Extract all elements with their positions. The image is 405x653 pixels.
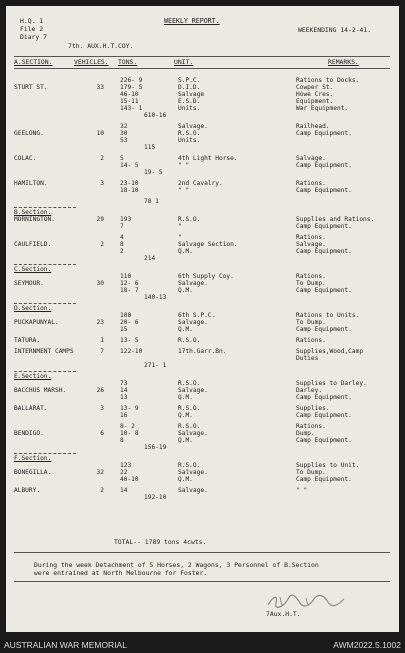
row-tons: 14 (120, 387, 128, 394)
row-unit: Q.M. (178, 394, 193, 401)
row-remarks: Camp Equipment. (296, 162, 352, 169)
row-remarks: Salvage. (296, 155, 326, 162)
row-remarks: Camp Equipment. (296, 248, 352, 255)
row-tons: 2 (120, 248, 124, 255)
row-tons: 7 (120, 223, 124, 230)
row-remarks: Camp Equipment. (296, 394, 352, 401)
col-remarks: REMARKS. (328, 58, 359, 66)
row-unit: Salvage (178, 91, 205, 98)
row-location: PUCKAPUNYAL. (14, 319, 59, 326)
row-unit: 4th Light Horse. (178, 155, 238, 162)
row-tons: 14 (120, 487, 128, 494)
row-tons: 14- 5 (120, 162, 139, 169)
row-unit: " " (178, 162, 190, 169)
row-unit: R.S.O. (178, 462, 201, 469)
row-location: GEELONG. (14, 130, 44, 137)
note-line-2: were entrained at North Melbourne for Foster. (34, 569, 208, 577)
row-unit: R.S.O. (178, 337, 201, 344)
row-tons: 16 (120, 412, 128, 419)
row-subtotal: 78 1 (144, 198, 159, 205)
unit-label: 7th. AUX.H.T.COY. (68, 42, 134, 50)
row-tons: 10- 8 (120, 430, 139, 437)
section-rule (14, 371, 76, 372)
row-vehicles: 1 (100, 337, 104, 344)
row-unit: Salvage. (178, 469, 208, 476)
row-remarks: Duties (296, 355, 319, 362)
total-rule (14, 552, 390, 553)
row-location: SEYMOUR. (14, 280, 44, 287)
row-remarks: Supplies to Darley. (296, 380, 367, 387)
row-tons: 15-11 (120, 98, 139, 105)
row-unit: Salvage. (178, 319, 208, 326)
row-unit: R.S.O. (178, 405, 201, 412)
row-unit: 2nd Cavalry. (178, 180, 223, 187)
row-unit: Units. (178, 105, 201, 112)
row-vehicles: 6 (100, 430, 104, 437)
row-remarks: To Dump. (296, 469, 326, 476)
signature-image (266, 593, 346, 609)
report-page (6, 6, 399, 632)
row-remarks: Supplies and Rations. (296, 216, 375, 223)
row-tons: 13- 9 (120, 405, 139, 412)
row-vehicles: 10 (96, 130, 104, 137)
row-remarks: Railhead. (296, 123, 330, 130)
row-unit: " (178, 223, 182, 230)
row-remarks: Equipment. (296, 98, 334, 105)
row-remarks: Rations. (296, 234, 326, 241)
row-unit: 6th S.P.C. (178, 312, 216, 319)
diary-label: Diary 7 (20, 33, 47, 41)
row-unit: R.S.O. (178, 130, 201, 137)
row-tons: 23-10 (120, 180, 139, 187)
row-tons: 15 (120, 326, 128, 333)
row-tons: 8 (120, 437, 124, 444)
row-vehicles: 23 (96, 319, 104, 326)
row-vehicles: 2 (100, 487, 104, 494)
row-tons: 53 (120, 137, 128, 144)
row-tons: 8- 2 (120, 423, 135, 430)
note-rule (14, 581, 390, 582)
row-tons: 18- 7 (120, 287, 139, 294)
weekending-label: WEEKENDING 14-2-41. (298, 26, 372, 34)
row-remarks: Howe Cres. (296, 91, 334, 98)
row-remarks: Camp Equipment. (296, 223, 352, 230)
section-rule (14, 453, 76, 454)
row-remarks: To Dump. (296, 280, 326, 287)
row-location: B.Section. (14, 209, 52, 216)
row-unit: Q.M. (178, 326, 193, 333)
section-rule (14, 264, 76, 265)
row-tons: 12- 6 (120, 280, 139, 287)
row-vehicles: 32 (96, 469, 104, 476)
row-tons: 22 (120, 469, 128, 476)
row-tons: 4 (120, 234, 124, 241)
section-rule (14, 303, 76, 304)
row-location: COLAC. (14, 155, 37, 162)
row-unit: E.S.D. (178, 98, 201, 105)
row-remarks: Camp Equipment. (296, 326, 352, 333)
row-unit: " " (178, 187, 190, 194)
row-tons: 32 (120, 123, 128, 130)
row-tons: 110 (120, 273, 132, 280)
row-remarks: Rations. (296, 273, 326, 280)
row-remarks: Dump. (296, 430, 315, 437)
row-vehicles: 2 (100, 241, 104, 248)
col-unit: UNIT. (174, 58, 194, 66)
row-remarks: Rations. (296, 180, 326, 187)
header-rule-bottom (14, 68, 390, 69)
col-section: A.SECTION. (14, 58, 53, 66)
row-unit: Q.M. (178, 248, 193, 255)
row-tons: 226- 9 (120, 77, 143, 84)
row-tons: 20- 6 (120, 319, 139, 326)
row-tons: 143- 1 (120, 105, 143, 112)
section-rule (14, 207, 76, 208)
row-tons: 193 (120, 216, 132, 223)
row-unit: D.I.D. (178, 84, 201, 91)
row-unit: 6th Supply Coy. (178, 273, 234, 280)
row-remarks: " " (296, 487, 308, 494)
row-remarks: Rations to Docks. (296, 77, 360, 84)
row-remarks: Cowper St. (296, 84, 334, 91)
row-unit: Salvage. (178, 280, 208, 287)
row-remarks: Salvage. (296, 241, 326, 248)
row-tons: 46-10 (120, 91, 139, 98)
row-vehicles: 26 (96, 387, 104, 394)
row-remarks: Camp Equipment. (296, 437, 352, 444)
row-vehicles: 3 (100, 405, 104, 412)
row-remarks: Camp Equipment. (296, 287, 352, 294)
row-unit: Q.M. (178, 476, 193, 483)
row-subtotal: 214 (144, 255, 156, 262)
row-location: TATURA. (14, 337, 41, 344)
row-unit: " (178, 234, 182, 241)
row-subtotal: 115 (144, 144, 156, 151)
row-remarks: War Equipment. (296, 105, 349, 112)
row-remarks: Supplies to Unit. (296, 462, 360, 469)
grand-total: TOTAL-- 1789 tons 4cwts. (114, 538, 207, 546)
row-unit: S.P.C. (178, 77, 201, 84)
row-vehicles: 2 (100, 155, 104, 162)
row-tons: 123 (120, 462, 132, 469)
row-tons: 18-10 (120, 187, 139, 194)
row-tons: 73 (120, 380, 128, 387)
row-remarks: Rations. (296, 337, 326, 344)
row-unit: Salvage Section. (178, 241, 238, 248)
row-subtotal: 192-10 (144, 494, 167, 501)
row-location: CAULFIELD. (14, 241, 52, 248)
row-unit: Q.M. (178, 287, 193, 294)
row-subtotal: 610-16 (144, 112, 167, 119)
row-vehicles: 29 (96, 216, 104, 223)
row-remarks: Darley. (296, 387, 323, 394)
row-unit: R.S.O. (178, 216, 201, 223)
row-subtotal: 271- 1 (144, 362, 167, 369)
row-tons: 122-10 (120, 348, 143, 355)
file-label: File 2 (20, 25, 44, 33)
col-vehicles: VEHICLES. (74, 58, 109, 66)
row-location: BALLARAT. (14, 405, 48, 412)
row-unit: Salvage. (178, 430, 208, 437)
row-location: C.Section. (14, 266, 52, 273)
row-tons: 13 (120, 394, 128, 401)
row-location: BENDIGO. (14, 430, 44, 437)
row-vehicles: 3 (100, 180, 104, 187)
note-line-1: During the week Detachment of 5 Horses, 2 Wagons, 3 Personnel of B.Section (34, 561, 319, 569)
row-tons: 13- 5 (120, 337, 139, 344)
row-remarks: Camp Equipment. (296, 476, 352, 483)
row-unit: Q.M. (178, 412, 193, 419)
row-tons: 30 (120, 130, 128, 137)
row-subtotal: 19- 5 (144, 169, 163, 176)
row-subtotal: 156-19 (144, 444, 167, 451)
row-remarks: Camp Equipment. (296, 412, 352, 419)
footer-institution: AUSTRALIAN WAR MEMORIAL (4, 640, 127, 650)
row-unit: Salvage. (178, 387, 208, 394)
row-unit: R.S.O. (178, 423, 201, 430)
row-location: HAMILTON. (14, 180, 48, 187)
row-remarks: Rations. (296, 423, 326, 430)
row-location: D.Section. (14, 305, 52, 312)
row-unit: Salvage. (178, 123, 208, 130)
header-rule-top (14, 56, 390, 57)
row-location: F.Section. (14, 455, 52, 462)
row-unit: Q.M. (178, 437, 193, 444)
report-title: WEEKLY REPORT. (164, 17, 220, 25)
row-location: ALBURY. (14, 487, 41, 494)
row-remarks: Rations to Units. (296, 312, 360, 319)
signature-caption: 7Aux.H.T. (266, 610, 301, 618)
row-tons: 40-10 (120, 476, 139, 483)
row-location: STURT ST. (14, 84, 48, 91)
row-unit: R.S.O. (178, 380, 201, 387)
row-remarks: Camp Equipment. (296, 130, 352, 137)
row-remarks: Supplies. (296, 405, 330, 412)
row-tons: 5 (120, 155, 124, 162)
row-remarks: To Dump. (296, 319, 326, 326)
row-location: MORNINGTON. (14, 216, 55, 223)
archive-footer (0, 636, 405, 653)
row-vehicles: 30 (96, 280, 104, 287)
col-tons: TONS. (118, 58, 138, 66)
row-subtotal: 140-13 (144, 294, 167, 301)
row-tons: 8 (120, 241, 124, 248)
row-location: BONEGILLA. (14, 469, 52, 476)
row-location: BACCHUS MARSH. (14, 387, 67, 394)
row-unit: 17th.Garr.Bn. (178, 348, 227, 355)
row-tons: 100 (120, 312, 132, 319)
row-tons: 179- 5 (120, 84, 143, 91)
row-unit: Units. (178, 137, 201, 144)
row-vehicles: 7 (100, 348, 104, 355)
row-location: E.Section. (14, 373, 52, 380)
row-location: INTERNMENT CAMPS (14, 348, 74, 355)
row-unit: Salvage. (178, 487, 208, 494)
row-remarks: Camp Equipment. (296, 187, 352, 194)
hq-label: H.Q. 1 (20, 17, 44, 25)
row-vehicles: 33 (96, 84, 104, 91)
footer-reference: AWM2022.5.1002 (333, 640, 401, 650)
row-remarks: Supplies,Wood,Camp (296, 348, 364, 355)
